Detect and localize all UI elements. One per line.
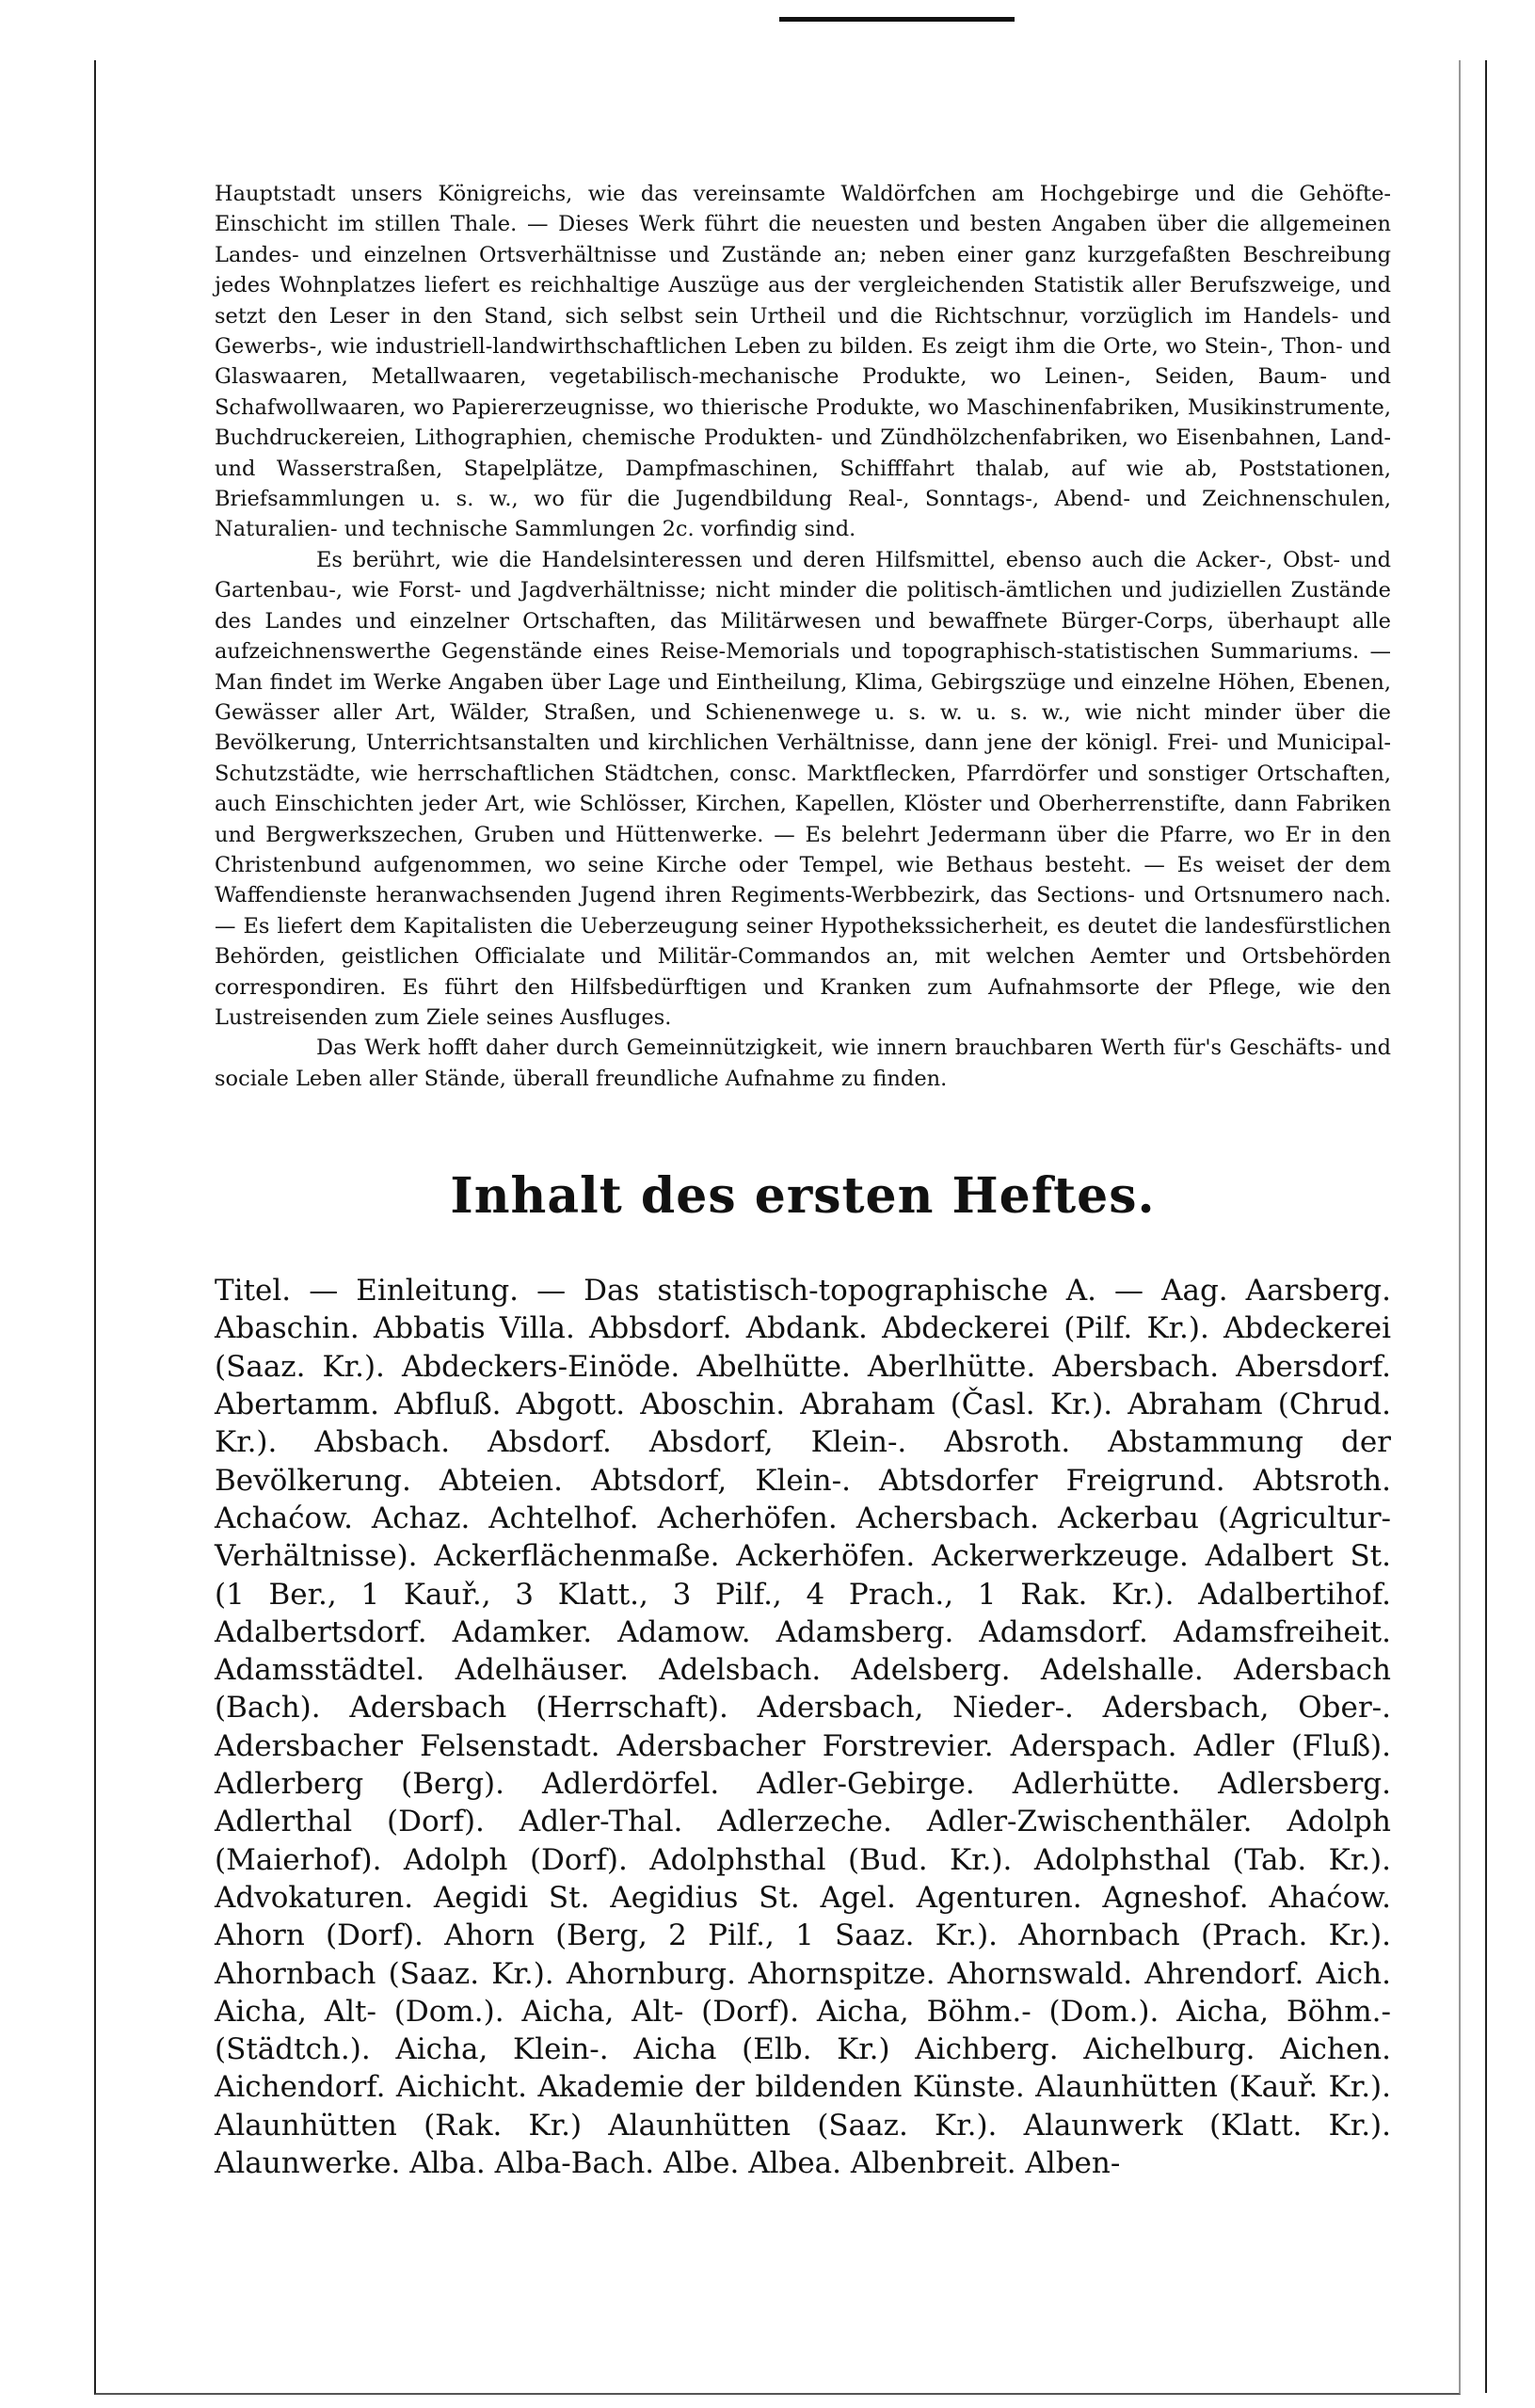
intro-paragraph-3: Das Werk hofft daher durch Gemeinnützigkeit, wie innern brauchbaren Werth für's Geschäfts- und sociale Leben aller Stände, überall freundliche Aufnahme zu finden. [215,1035,1391,1091]
intro-text [215,179,1391,1094]
contents-heading: Inhalt des ersten Heftes. [450,1167,1156,1226]
intro-paragraph-1: Hauptstadt unsers Königreichs, wie das vereinsamte Waldörfchen am Hochgebirge und die Gehöfte-Einschicht im stillen Thale. — Dieses Werk führt die neuesten und besten Angaben über die allgemeinen Landes- und einzelnen Ortsverhältnisse und Zustände an; neben einer ganz kurzgefaßten Beschreibung jedes Wohnplatzes liefert es reichhaltige Auszüge aus der vergleichenden Statistik aller Berufszweige, und setzt den Leser in den Stand, sich selbst sein Urtheil und die Richtschnur, vorzüglich im Handels- und Gewerbs-, wie industriell-landwirthschaftlichen Leben zu bilden. Es zeigt ihm die Orte, wo Stein-, Thon- und Glaswaaren, Metallwaaren, vegetabilisch-mechanische Produkte, wo Leinen-, Seiden, Baum- und Schafwollwaaren, wo Papiererzeugnisse, wo thierische Produkte, wo Maschinenfabriken, Musikinstrumente, Buchdruckereien, Lithographien, chemische Produkten- und Zündhölzchenfabriken, wo Eisenbahnen, Land- und Wasserstraßen, Stapelplätze, Dampfmaschinen, Schifffahrt thalab, auf wie ab, Poststationen, Briefsammlungen u. s. w., wo für die Jugendbildung Real-, Sonntags-, Abend- und Zeichnenschulen, Naturalien- und technische Sammlungen 2c. vorfindig sind. [215,182,1391,542]
contents-list: Titel. — Einleitung. — Das statistisch-topographische A. — Aag. Aarsberg. Abaschin. Abbatis Villa. Abbsdorf. Abdank. Abdeckerei (Pilf. Kr.). Abdeckerei (Saaz. Kr.). Abdeckers-Einöde. Abelhütte. Aberlhütte. Abersbach. Abersdorf. Abertamm. Abfluß. Abgott. Aboschin. Abraham (Časl. Kr.). Abraham (Chrud. Kr.). Absbach. Absdorf. Absdorf, Klein-. Absroth. Abstammung der Bevölkerung. Abteien. Abtsdorf, Klein-. Abtsdorfer Freigrund. Abtsroth. Achaćow. Achaz. Achtelhof. Acherhöfen. Achersbach. Ackerbau (Agricultur-Verhältnisse). Ackerflächenmaße. Ackerhöfen. Ackerwerkzeuge. Adalbert St. (1 Ber., 1 Kauř., 3 Klatt., 3 Pilf., 4 Prach., 1 Rak. Kr.). Adalbertihof. Adalbertsdorf. Adamker. Adamow. Adamsberg. Adamsdorf. Adamsfreiheit. Adamsstädtel. Adelhäuser. Adelsbach. Adelsberg. Adelshalle. Adersbach (Bach). Adersbach (Herrschaft). Adersbach, Nieder-. Adersbach, Ober-. Adersbacher Felsenstadt. Adersbacher Forstrevier. Aderspach. Adler (Fluß). Adlerberg (Berg). Adlerdörfel. Adler-Gebirge. Adlerhütte. Adlersberg. Adlerthal (Dorf). Adler-Thal. Adlerzeche. Adler-Zwischenthäler. Adolph (Maierhof). Adolph (Dorf). Adolphsthal (Bud. Kr.). Adolphsthal (Tab. Kr.). Advokaturen. Aegidi St. Aegidius St. Agel. Agenturen. Agneshof. Ahaćow. Ahorn (Dorf). Ahorn (Berg, 2 Pilf., 1 Saaz. Kr.). Ahornbach (Prach. Kr.). Ahornbach (Saaz. Kr.). Ahornburg. Ahornspitze. Ahornswald. Ahrendorf. Aich. Aicha, Alt- (Dom.). Aicha, Alt- (Dorf). Aicha, Böhm.- (Dom.). Aicha, Böhm.- (Städtch.). Aicha, Klein-. Aicha (Elb. Kr.) Aichberg. Aichelburg. Aichen. Aichendorf. Aichicht. Akademie der bildenden Künste. Alaunhütten (Kauř. Kr.). Alaunhütten (Rak. Kr.) Alaunhütten (Saaz. Kr.). Alaunwerk (Klatt. Kr.). Alaunwerke. Alba. Alba-Bach. Albe. Albea. Albenbreit. Alben- [215,1274,1391,2181]
page-edge-mark [779,17,1015,22]
page-frame-rule [1485,60,1487,2393]
intro-paragraph-2: Es berührt, wie die Handelsinteressen und deren Hilfsmittel, ebenso auch die Acker-, Obst- und Gartenbau-, wie Forst- und Jagdverhältnisse; nicht minder die politisch-ämtlichen und judiziellen Zustände des Landes und einzelner Ortschaften, das Militärwesen und bewaffnete Bürger-Corps, überhaupt alle aufzeichnenswerthe Gegenstände eines Reise-Memorials und topographisch-statistischen Summariums. — Man findet im Werke Angaben über Lage und Eintheilung, Klima, Gebirgszüge und einzelne Höhen, Ebenen, Gewässer aller Art, Wälder, Straßen, und Schienenwege u. s. w. u. s. w., wie nicht minder über die Bevölkerung, Unterrichtsanstalten und kirchlichen Verhältnisse, dann jene der königl. Frei- und Municipal-Schutzstädte, wie herrschaftlichen Städtchen, consc. Marktflecken, Pfarrdörfer und sonstiger Ortschaften, auch Einschichten jeder Art, wie Schlösser, Kirchen, Kapellen, Klöster und Oberherrenstifte, dann Fabriken und Bergwerkszechen, Gruben und Hüttenwerke. — Es belehrt Jedermann über die Pfarre, wo Er in den Christenbund aufgenommen, wo seine Kirche oder Tempel, wie Bethaus besteht. — Es weiset der dem Waffendienste heranwachsenden Jugend ihren Regiments-Werbbezirk, das Sections- und Ortsnumero nach. — Es liefert dem Kapitalisten die Ueberzeugung seiner Hypothekssicherheit, es deutet die landesfürstlichen Behörden, geistlichen Officialate und Militär-Commandos an, mit welchen Aemter und Ortsbehörden correspondiren. Es führt den Hilfsbedürftigen und Kranken zum Aufnahmsorte der Pflege, wie den Lustreisenden zum Ziele seines Ausfluges. [215,547,1391,1030]
page-content [215,179,1391,2182]
